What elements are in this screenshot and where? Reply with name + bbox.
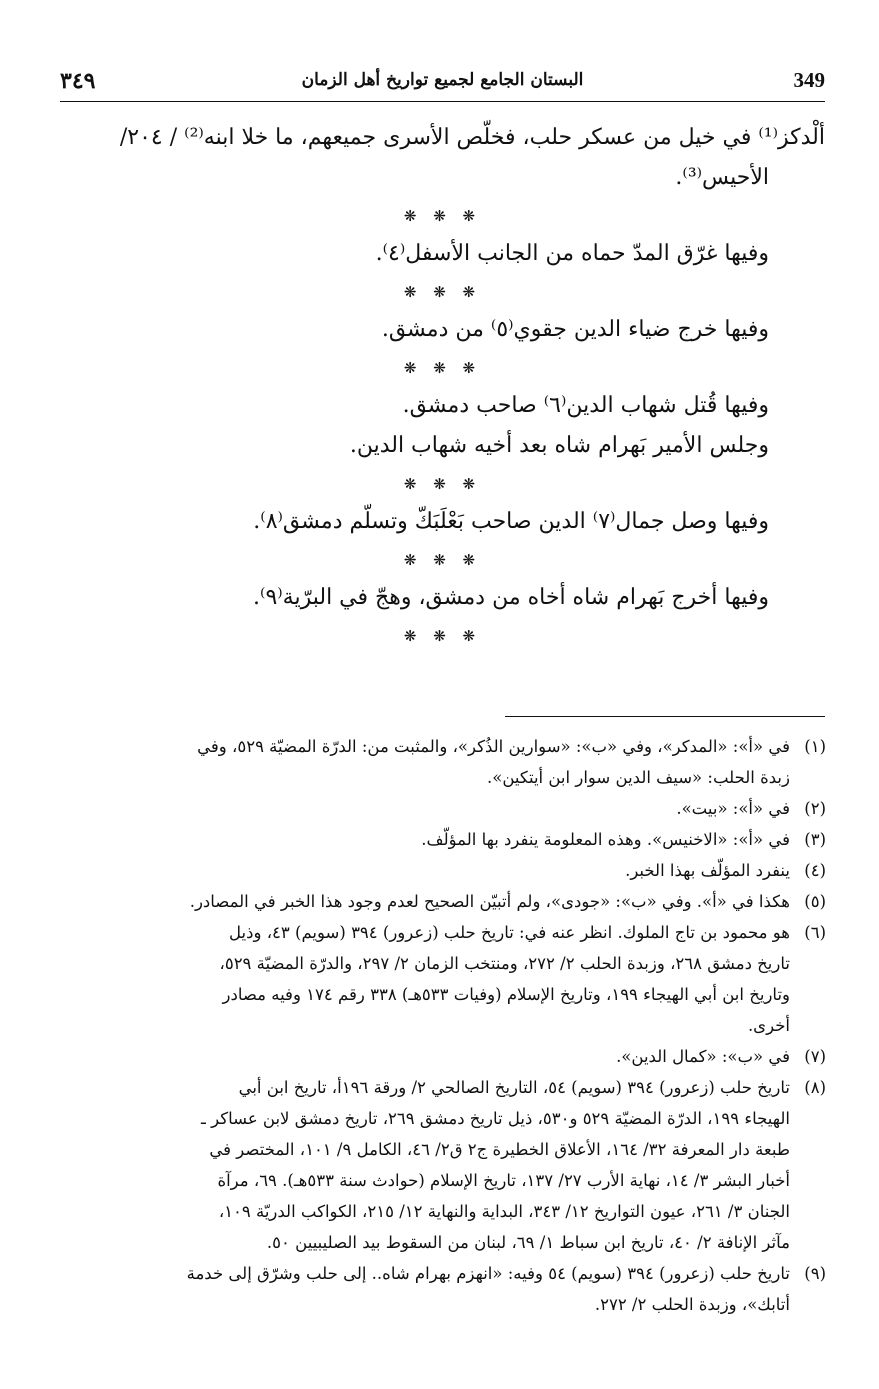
section-separator: ❋ ❋ ❋ (403, 359, 482, 377)
footnote-divider (505, 716, 825, 717)
footnote-line: أخبار البشر ٣/ ١٤، نهاية الأرب ٢٧/ ١٣٧، تاريخ الإسلام (حوادث سنة ٥٣٣هـ). ٦٩، مرآة (217, 1171, 790, 1190)
footnote-number: (٩) (804, 1264, 826, 1283)
footnote-line: أخرى. (747, 1016, 790, 1035)
page-number-arabic: ٣٤٩ (60, 68, 96, 94)
footnote-3 (48, 824, 826, 855)
footnote-line: هو محمود بن تاج الملوك. انظر عنه في: تاريخ حلب (زعرور) ٣٩٤ (سويم) ٤٣، وذيل (229, 923, 790, 942)
footnote-line: تاريخ حلب (زعرور) ٣٩٤ (سويم) ٥٤، التاريخ الصالحي ٢/ ورقة ١٩٦أ، تاريخ ابن أبي (238, 1078, 790, 1097)
footnote-line: في «أ»: «الاخنيس». وهذه المعلومة ينفرد بها المؤلّف. (421, 830, 790, 849)
section-separator: ❋ ❋ ❋ (403, 207, 482, 225)
main-text (60, 118, 825, 654)
footnote-line: ينفرد المؤلّف بهذا الخبر. (625, 861, 790, 880)
running-title: البستان الجامع لجميع تواريخ أهل الزمان (301, 70, 584, 90)
text-line: وفيها قُتل شهاب الدين⁽٦⁾ صاحب دمشق. (402, 393, 769, 418)
footnote-line: في «أ»: «المدكر»، وفي «ب»: «سوارين الذُكر»، والمثبت من: الدرّة المضيّة ٥٢٩، وفي (197, 737, 790, 756)
footnote-line: الجنان ٣/ ٢٦١، عيون التواريخ ١٢/ ٣٤٣، البداية والنهاية ١٢/ ٢١٥، الكواكب الدريّة ١٠٩، (218, 1202, 790, 1221)
text-line: وفيها غرّق المدّ حماه من الجانب الأسفل⁽٤⁾. (375, 241, 769, 266)
footnote-8 (48, 1072, 826, 1258)
footnote-2 (48, 793, 826, 824)
footnote-line: في «ب»: «كمال الدين». (616, 1047, 790, 1066)
footnote-6 (48, 917, 826, 1041)
section-separator: ❋ ❋ ❋ (403, 627, 482, 645)
section-separator: ❋ ❋ ❋ (403, 551, 482, 569)
footnote-line: تاريخ دمشق ٢٦٨، وزبدة الحلب ٢/ ٢٧٢، ومنتخب الزمان ٢/ ٢٩٧، والدرّة المضيّة ٥٢٩، (219, 954, 790, 973)
footnote-number: (٥) (804, 892, 826, 911)
footnote-number: (١) (804, 737, 826, 756)
footnote-line: زبدة الحلب: «سيف الدين سوار ابن أيتكين». (486, 768, 790, 787)
footnote-1 (48, 731, 826, 793)
text-line: الأحيس⁽³⁾. (675, 165, 769, 190)
footnote-number: (٢) (804, 799, 826, 818)
footnote-7 (48, 1041, 826, 1072)
footnote-5 (48, 886, 826, 917)
footnotes (48, 731, 826, 1320)
footnote-line: مآثر الإنافة ٢/ ٤٠، تاريخ ابن سباط ١/ ٦٩، لبنان من السقوط بيد الصليبيين ٥٠. (266, 1233, 790, 1252)
footnote-number: (٧) (804, 1047, 826, 1066)
text-line: وجلس الأمير بَهرام شاه بعد أخيه شهاب الدين. (349, 433, 769, 458)
footnote-number: (٣) (804, 830, 826, 849)
section-separator: ❋ ❋ ❋ (403, 283, 482, 301)
section-separator: ❋ ❋ ❋ (403, 475, 482, 493)
text-line: وفيها وصل جمال⁽٧⁾ الدين صاحب بَعْلَبَكّ وتسلّم دمشق⁽٨⁾. (253, 509, 769, 534)
footnote-number: (٦) (804, 923, 826, 942)
running-header (60, 62, 825, 102)
text-line: وفيها خرج ضياء الدين جقوي⁽٥⁾ من دمشق. (381, 317, 769, 342)
text-line: وفيها أخرج بَهرام شاه أخاه من دمشق، وهجّ في البرّية⁽٩⁾. (253, 585, 769, 610)
footnote-line: تاريخ حلب (زعرور) ٣٩٤ (سويم) ٥٤ وفيه: «انهزم بهرام شاه.. إلى حلب وشرّق إلى خدمة (186, 1264, 790, 1283)
footnote-line: وتاريخ ابن أبي الهيجاء ١٩٩، وتاريخ الإسلام (وفيات ٥٣٣هـ) ٣٣٨ رقم ١٧٤ وفيه مصادر (222, 985, 790, 1004)
footnote-line: هكذا في «أ». وفي «ب»: «جودى»، ولم أتبيّن الصحيح لعدم وجود هذا الخبر في المصادر. (189, 892, 790, 911)
footnote-9 (48, 1258, 826, 1320)
text-line: ألْدكز⁽¹⁾ في خيل من عسكر حلب، فخلّص الأسرى جميعهم، ما خلا ابنه⁽²⁾ / ٢٠٤/ (119, 125, 825, 150)
page-number-latin: 349 (793, 68, 825, 92)
footnote-line: طبعة دار المعرفة ٣٢/ ١٦٤، الأعلاق الخطيرة ج٢ ق٢/ ٤٦، الكامل ٩/ ١٠١، المختصر في (209, 1140, 790, 1159)
footnote-line: أتابك»، وزبدة الحلب ٢/ ٢٧٢. (594, 1295, 790, 1314)
footnote-number: (٨) (804, 1078, 826, 1097)
footnote-4 (48, 855, 826, 886)
footnote-line: في «أ»: «بيت». (676, 799, 790, 818)
footnote-number: (٤) (804, 861, 826, 880)
footnote-line: الهيجاء ١٩٩، الدرّة المضيّة ٥٢٩ و٥٣٠، ذيل تاريخ دمشق ٢٦٩، تاريخ دمشق لابن عساكر ـ (201, 1109, 790, 1128)
